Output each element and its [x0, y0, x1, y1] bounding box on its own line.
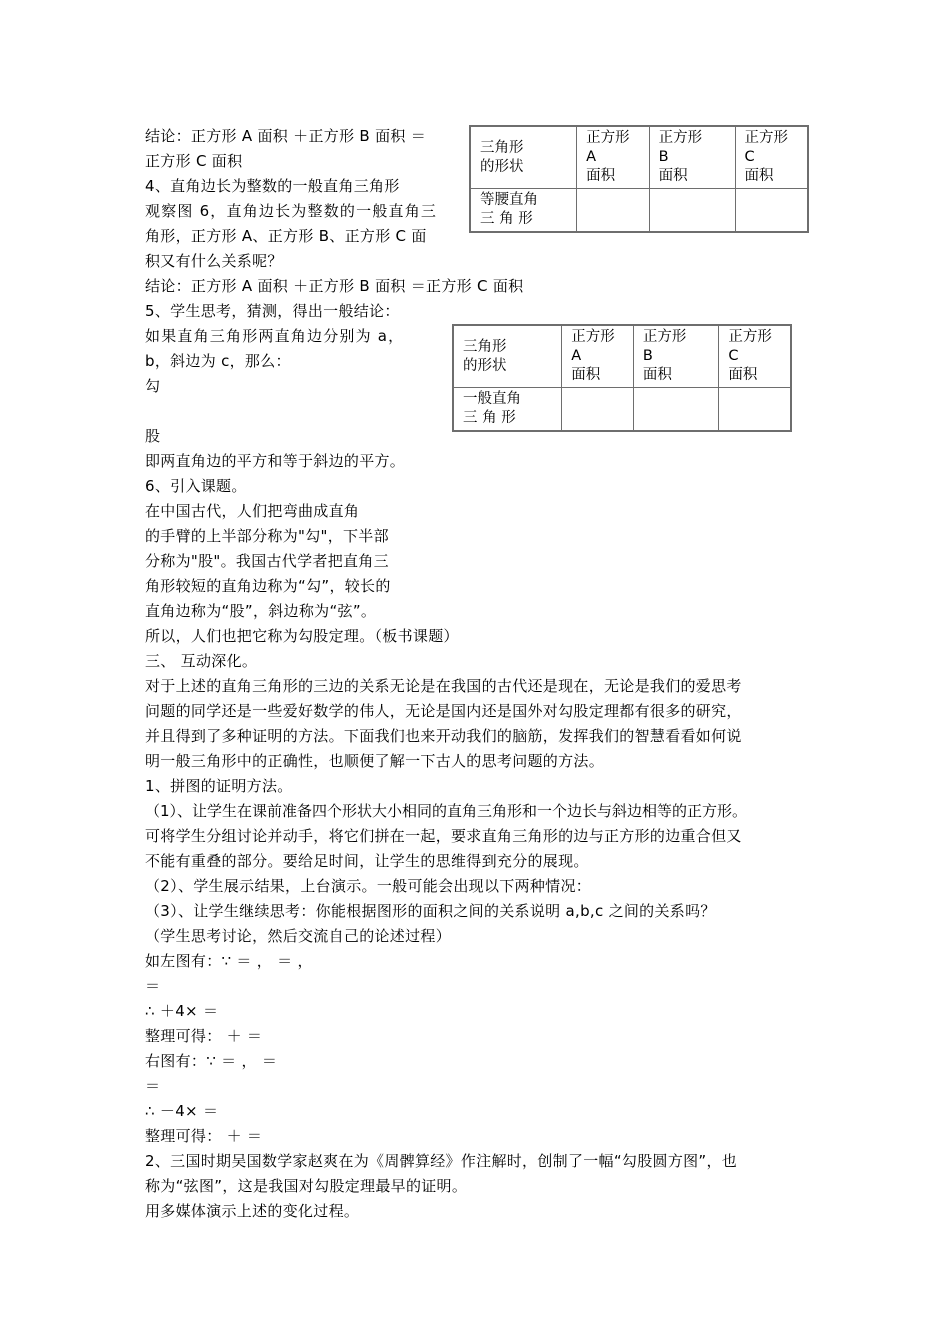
- paragraph-line: 明一般三角形中的正确性，也顺便了解一下古人的思考问题的方法。: [145, 752, 605, 770]
- paragraph-line: b，斜边为 c，那么：: [145, 352, 291, 370]
- formula-line: ∴ －4× ＝: [145, 1102, 219, 1120]
- paragraph-line: （学生思考讨论，然后交流自己的论述过程）: [145, 927, 452, 945]
- paragraph-line: 2、三国时期吴国数学家赵爽在为《周髀算经》作注解时，创制了一幅“勾股圆方图”，也: [145, 1152, 738, 1170]
- table-cell: [735, 189, 808, 233]
- cell-text: [659, 129, 726, 186]
- cell-line: 面积: [744, 168, 774, 184]
- cell-line: C: [744, 149, 755, 165]
- paragraph-line: 不能有重叠的部分。要给足时间，让学生的思维得到充分的展现。: [145, 852, 589, 870]
- paragraph-line: （3）、让学生继续思考：你能根据图形的面积之间的关系说明 a,b,c 之间的关系吗？: [145, 902, 716, 920]
- formula-line: 整理可得： ＋ ＝: [145, 1027, 263, 1045]
- cell-line: 面积: [658, 168, 688, 184]
- cell-line: 的形状: [480, 159, 524, 175]
- formula-line: 右图有：∵ ＝ ， ＝: [145, 1052, 278, 1070]
- table-cell: [562, 388, 634, 432]
- section-3-heading: 三、 互动深化。: [145, 652, 258, 670]
- table-cell: [470, 189, 577, 233]
- gou-label: 勾: [145, 377, 161, 395]
- cell-text: [571, 328, 624, 385]
- cell-line: 正方形: [658, 130, 703, 146]
- table-cell: [649, 189, 735, 233]
- paragraph-line: 可将学生分组讨论并动手，将它们拼在一起，要求直角三角形的边与正方形的边重合但又: [145, 827, 742, 845]
- section-4-heading: 4、直角边长为整数的一般直角三角形: [145, 177, 400, 195]
- paragraph-line: 角形较短的直角边称为“勾”，较长的: [145, 577, 391, 595]
- table-header-cell: [453, 325, 562, 388]
- cell-text: [480, 191, 567, 229]
- table-header-cell: [633, 325, 718, 388]
- table-header-cell: [719, 325, 791, 388]
- paragraph-line: 的手臂的上半部分称为"勾"，下半部: [145, 527, 389, 545]
- paragraph-line: 积又有什么关系呢？: [145, 252, 283, 270]
- cell-line: 三角形: [463, 339, 507, 355]
- conclusion-line-2: 正方形 C 面积: [145, 152, 243, 170]
- cell-text: [745, 129, 799, 186]
- table-cell: [719, 388, 791, 432]
- paragraph-line: 对于上述的直角三角形的三边的关系无论是在我国的古代还是现在，无论是我们的爱思考: [145, 677, 742, 695]
- cell-line: 正方形: [571, 329, 615, 345]
- conclusion-line-1: 结论：正方形 A 面积 ＋正方形 B 面积 ＝: [145, 127, 427, 145]
- paragraph-line: 观察图 6，直角边长为整数的一般直角三: [145, 202, 438, 220]
- cell-line: A: [586, 149, 597, 165]
- cell-line: 面积: [571, 367, 601, 383]
- paragraph-line: 角形，正方形 A、正方形 B、正方形 C 面: [145, 227, 427, 245]
- cell-line: 正方形: [586, 130, 630, 146]
- area-table-general: [452, 324, 792, 432]
- cell-line: 等腰直角: [480, 192, 538, 208]
- paragraph-line: 分称为"股"。我国古代学者把直角三: [145, 552, 389, 570]
- cell-line: B: [658, 149, 669, 165]
- cell-line: 面积: [642, 367, 672, 383]
- area-table-isosceles: [469, 125, 809, 233]
- cell-text: [643, 328, 709, 385]
- paragraph-line: 如果直角三角形两直角边分别为 a，: [145, 327, 405, 345]
- paragraph-line: 并且得到了多种证明的方法。下面我们也来开动我们的脑筋，发挥我们的智慧看看如何说: [145, 727, 742, 745]
- table-header-cell: [735, 126, 808, 189]
- cell-line: 三 角 形: [480, 211, 533, 227]
- cell-line: 一般直角: [463, 391, 521, 407]
- paragraph-line: 问题的同学还是一些爱好数学的伟人，无论是国内还是国外对勾股定理都有很多的研究，: [145, 702, 742, 720]
- cell-line: 正方形: [728, 329, 772, 345]
- cell-text: [728, 328, 781, 385]
- table-header-cell: [470, 126, 577, 189]
- formula-line: ＝: [145, 1077, 161, 1095]
- formula-line: ＝: [145, 977, 161, 995]
- table-header-cell: [562, 325, 634, 388]
- formula-line: ∴ ＋4× ＝: [145, 1002, 219, 1020]
- table-cell: [577, 189, 649, 233]
- cell-line: 三 角 形: [463, 410, 516, 426]
- section-5-heading: 5、学生思考，猜测，得出一般结论：: [145, 302, 400, 320]
- section-6-heading: 6、引入课题。: [145, 477, 247, 495]
- table-cell: [633, 388, 718, 432]
- table-header-cell: [577, 126, 649, 189]
- paragraph-line: 所以，人们也把它称为勾股定理。（板书课题）: [145, 627, 459, 645]
- formula-line: 整理可得： ＋ ＝: [145, 1127, 263, 1145]
- cell-line: 三角形: [480, 140, 524, 156]
- cell-line: C: [728, 348, 739, 364]
- cell-line: 正方形: [642, 329, 687, 345]
- paragraph-line: 用多媒体演示上述的变化过程。: [145, 1202, 360, 1220]
- cell-text: [480, 139, 567, 177]
- cell-text: [463, 390, 552, 428]
- gu-label: 股: [145, 427, 161, 445]
- paragraph-line: （2）、学生展示结果，上台演示。一般可能会出现以下两种情况：: [145, 877, 592, 895]
- formula-line: 如左图有：∵ ＝ ， ＝ ，: [145, 952, 313, 970]
- paragraph-line: 称为“弦图”，这是我国对勾股定理最早的证明。: [145, 1177, 468, 1195]
- cell-line: 面积: [728, 367, 758, 383]
- paragraph-line: 即两直角边的平方和等于斜边的平方。: [145, 452, 406, 470]
- paragraph-line: 直角边称为“股”，斜边称为“弦”。: [145, 602, 377, 620]
- subsection-heading: 1、拼图的证明方法。: [145, 777, 293, 795]
- cell-line: B: [642, 348, 653, 364]
- cell-line: 的形状: [463, 358, 507, 374]
- cell-line: 面积: [586, 168, 616, 184]
- paragraph-line: 在中国古代，人们把弯曲成直角: [145, 502, 360, 520]
- cell-text: [463, 338, 552, 376]
- table-header-cell: [649, 126, 735, 189]
- cell-line: A: [571, 348, 582, 364]
- conclusion-line-3: 结论：正方形 A 面积 ＋正方形 B 面积 ＝正方形 C 面积: [145, 277, 524, 295]
- paragraph-line: （1）、让学生在课前准备四个形状大小相同的直角三角形和一个边长与斜边相等的正方形。: [145, 802, 748, 820]
- table-cell: [453, 388, 562, 432]
- cell-line: 正方形: [744, 130, 788, 146]
- cell-text: [586, 129, 639, 186]
